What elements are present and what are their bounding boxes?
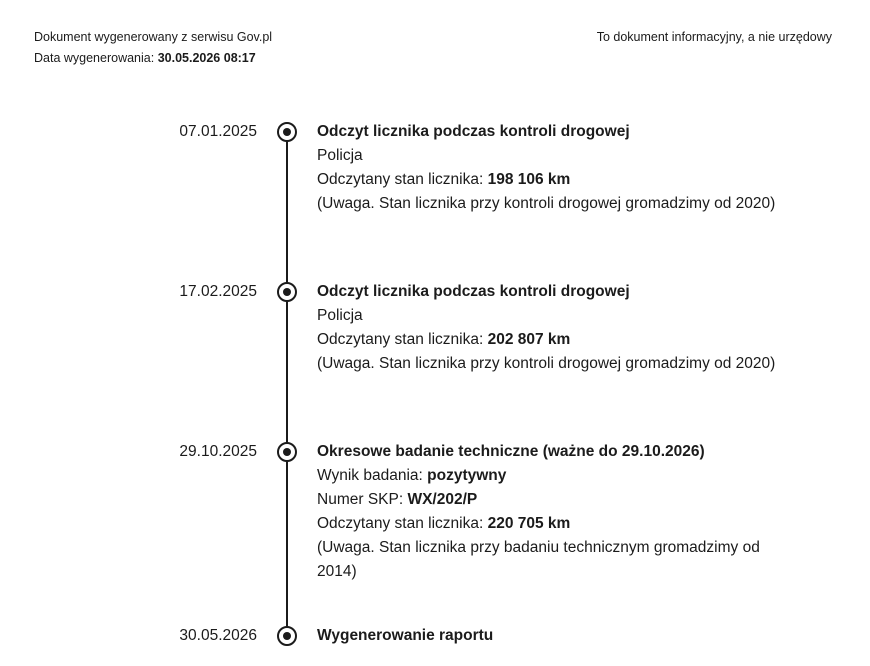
timeline-dot-icon [277, 626, 297, 646]
generated-date-label: Data wygenerowania: [34, 51, 155, 65]
entry-note: (Uwaga. Stan licznika przy badaniu technicznym gromadzimy od 2014) [317, 539, 760, 580]
odometer-reading [317, 512, 787, 536]
generated-date-line [34, 50, 272, 66]
entry-source: Policja [317, 147, 363, 164]
result-value: pozytywny [427, 467, 507, 484]
skp-value: WX/202/P [407, 491, 478, 508]
entry-title: Wygenerowanie raportu [317, 627, 494, 644]
odometer-value: 198 106 km [487, 171, 571, 188]
document-notice: To dokument informacyjny, a nie urzędowy [596, 30, 832, 44]
skp-number [317, 488, 787, 512]
odometer-label: Odczytany stan licznika: [317, 515, 484, 532]
entry-details [317, 120, 787, 216]
entry-note: (Uwaga. Stan licznika przy kontroli drogowej gromadzimy od 2020) [317, 195, 776, 212]
odometer-label: Odczytany stan licznika: [317, 171, 484, 188]
inspection-result [317, 464, 787, 488]
entry-title: Odczyt licznika podczas kontroli drogowej [317, 123, 630, 140]
timeline-dot-icon [277, 122, 297, 142]
odometer-reading [317, 328, 787, 352]
timeline-line [286, 132, 288, 642]
generated-date-value: 30.05.2026 08:17 [157, 51, 256, 65]
entry-date: 29.10.2025 [179, 443, 257, 460]
odometer-reading [317, 168, 787, 192]
entry-details [317, 440, 787, 584]
entry-title: Odczyt licznika podczas kontroli drogowej [317, 283, 630, 300]
entry-date: 07.01.2025 [179, 123, 257, 140]
skp-label: Numer SKP: [317, 491, 404, 508]
source-line: Dokument wygenerowany z serwisu Gov.pl [34, 30, 273, 44]
result-label: Wynik badania: [317, 467, 423, 484]
odometer-value: 220 705 km [487, 515, 571, 532]
timeline-dot-icon [277, 442, 297, 462]
entry-details [317, 280, 787, 376]
entry-date: 17.02.2025 [179, 283, 257, 300]
document-header-left [34, 29, 272, 66]
entry-date: 30.05.2026 [179, 627, 257, 644]
odometer-label: Odczytany stan licznika: [317, 331, 484, 348]
timeline-dot-icon [277, 282, 297, 302]
entry-details [317, 624, 787, 648]
odometer-value: 202 807 km [487, 331, 571, 348]
entry-source: Policja [317, 307, 363, 324]
entry-title: Okresowe badanie techniczne (ważne do 29.10.2026) [317, 443, 705, 460]
entry-note: (Uwaga. Stan licznika przy kontroli drogowej gromadzimy od 2020) [317, 355, 776, 372]
